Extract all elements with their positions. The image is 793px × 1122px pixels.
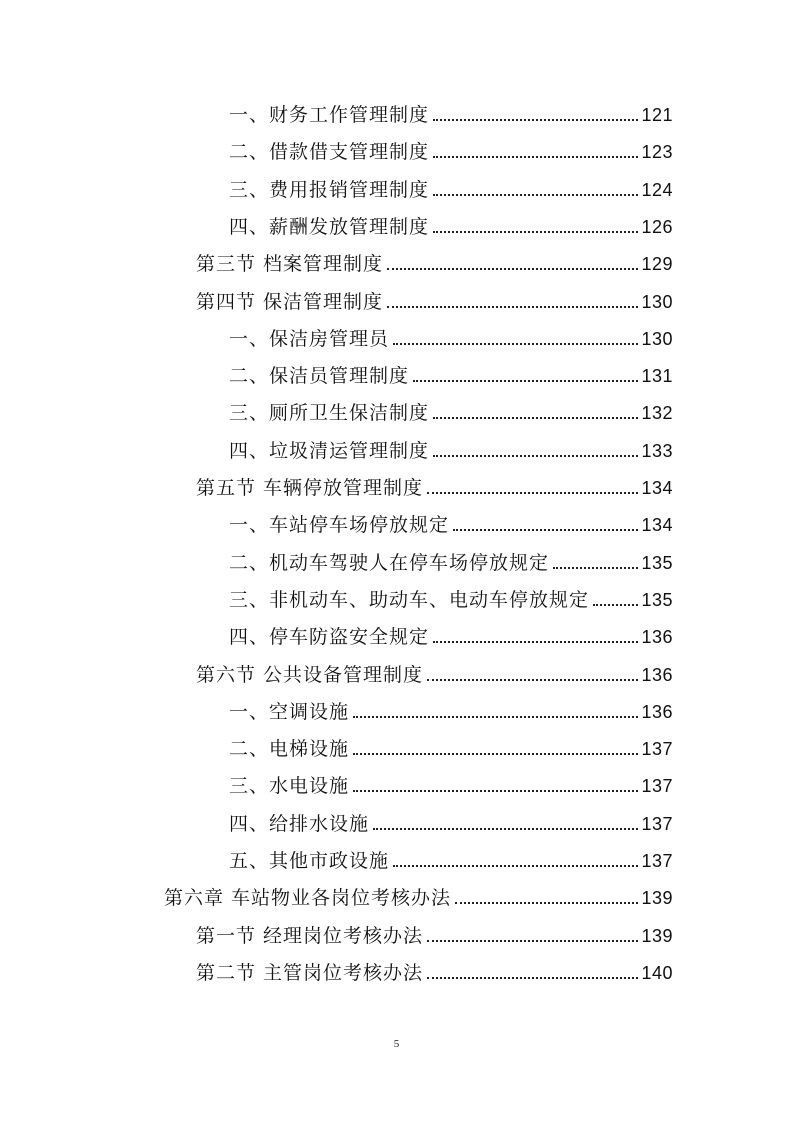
toc-dot-leader — [387, 268, 638, 270]
toc-entry-page: 132 — [641, 403, 673, 424]
toc-entry-title: 四、薪酬发放管理制度 — [229, 215, 430, 238]
toc-entry-title: 五、其他市政设施 — [229, 850, 390, 872]
toc-entry-title: 第一节 经理岗位考核办法 — [196, 924, 424, 947]
toc-entry-page: 135 — [641, 589, 673, 610]
toc-entry-title: 三、水电设施 — [229, 775, 350, 798]
toc-entry — [229, 548, 673, 578]
page-number: 5 — [393, 1038, 400, 1050]
toc-entry-page: 129 — [641, 254, 673, 275]
toc-entry-title: 第四节 保洁管理制度 — [196, 290, 384, 313]
toc-dot-leader — [427, 977, 638, 979]
toc-dot-leader — [433, 156, 638, 158]
toc-entry-page: 137 — [641, 813, 673, 834]
toc-entry — [229, 324, 673, 354]
toc-entry-title: 四、停车防盗安全规定 — [229, 626, 430, 649]
toc-entry-page: 123 — [641, 142, 673, 163]
toc-entry-page: 134 — [641, 478, 673, 498]
toc-entry-page: 136 — [641, 627, 673, 648]
toc-entry-page: 124 — [641, 179, 673, 200]
toc-entry-page: 126 — [641, 216, 673, 237]
toc-entry — [229, 585, 673, 615]
toc-dot-leader — [433, 194, 638, 196]
toc-dot-leader — [453, 529, 638, 531]
toc-dot-leader — [353, 716, 638, 718]
toc-dot-leader — [433, 231, 638, 233]
toc-entry-title: 第六章 车站物业各岗位考核办法 — [164, 887, 452, 910]
toc-dot-leader — [413, 380, 638, 382]
toc-entry — [229, 175, 673, 205]
toc-dot-leader — [433, 119, 638, 121]
toc-dot-leader — [353, 753, 638, 755]
toc-dot-leader — [353, 790, 638, 792]
toc-entry-page: 133 — [641, 440, 673, 461]
toc-entry — [196, 287, 673, 317]
toc-entry-title: 第六节 公共设备管理制度 — [196, 663, 424, 686]
toc-entry — [229, 734, 673, 764]
toc-entry-title: 二、保洁员管理制度 — [229, 365, 410, 388]
toc-entry — [229, 100, 673, 130]
toc-dot-leader — [393, 343, 638, 345]
toc-entry — [229, 622, 673, 652]
toc-dot-leader — [427, 940, 638, 942]
toc-entry-title: 三、厕所卫生保洁制度 — [229, 402, 430, 425]
toc-entry-title: 第三节 档案管理制度 — [196, 253, 384, 276]
toc-entry — [229, 137, 673, 167]
toc-entry-page: 136 — [641, 664, 673, 685]
toc-entry-title: 第五节 车辆停放管理制度 — [196, 477, 424, 499]
toc-dot-leader — [455, 902, 638, 904]
toc-entry-page: 131 — [641, 366, 673, 387]
toc-entry-page: 136 — [641, 701, 673, 722]
toc-entry-page: 139 — [641, 888, 673, 909]
toc-entry-title: 一、保洁房管理员 — [229, 327, 390, 350]
toc-entry — [229, 697, 673, 727]
toc-entry-title: 四、给排水设施 — [229, 812, 370, 835]
toc-entry-title: 一、空调设施 — [229, 700, 350, 723]
toc-dot-leader — [433, 455, 638, 457]
toc-dot-leader — [433, 641, 638, 643]
toc-entry — [229, 510, 673, 540]
toc-entry — [196, 921, 673, 951]
toc-entry — [229, 809, 673, 839]
toc-entry-page: 137 — [641, 776, 673, 797]
toc-dot-leader — [387, 306, 638, 308]
toc-entry-title: 二、借款借支管理制度 — [229, 141, 430, 164]
toc-dot-leader — [433, 417, 638, 419]
toc-entry — [229, 398, 673, 428]
toc-entry-page: 137 — [641, 739, 673, 760]
toc-entry — [229, 771, 673, 801]
toc-entry — [196, 249, 673, 279]
toc-dot-leader — [393, 865, 638, 867]
toc-entry-title: 一、财务工作管理制度 — [229, 104, 430, 126]
toc-dot-leader — [427, 679, 638, 681]
toc-dot-leader — [553, 567, 638, 569]
toc-entry — [229, 436, 673, 466]
toc-entry-page: 139 — [641, 925, 673, 946]
toc-entry-page: 134 — [641, 515, 673, 536]
toc-entry — [164, 883, 673, 913]
toc-entry-title: 二、机动车驾驶人在停车场停放规定 — [229, 551, 550, 574]
toc-entry-page: 137 — [641, 851, 673, 871]
toc-entry-title: 一、车站停车场停放规定 — [229, 514, 450, 537]
toc-entry — [196, 660, 673, 690]
toc-entry — [196, 473, 673, 503]
toc-entry — [196, 958, 673, 988]
toc-dot-leader — [593, 604, 638, 606]
toc-dot-leader — [373, 828, 638, 830]
toc-entry-title: 三、费用报销管理制度 — [229, 178, 430, 201]
toc-entry — [229, 846, 673, 876]
toc-entry — [229, 361, 673, 391]
toc-entry-title: 二、电梯设施 — [229, 738, 350, 761]
toc-dot-leader — [427, 492, 638, 494]
toc-entry-page: 121 — [641, 105, 673, 125]
toc-entry — [229, 212, 673, 242]
toc-entry-page: 140 — [641, 962, 673, 983]
toc-entry-page: 135 — [641, 552, 673, 573]
toc-entry-title: 四、垃圾清运管理制度 — [229, 439, 430, 462]
toc-entry-title: 三、非机动车、助动车、电动车停放规定 — [229, 588, 590, 611]
toc-entry-page: 130 — [641, 291, 673, 312]
toc-entry-title: 第二节 主管岗位考核办法 — [196, 961, 424, 984]
toc-entry-page: 130 — [641, 328, 673, 349]
